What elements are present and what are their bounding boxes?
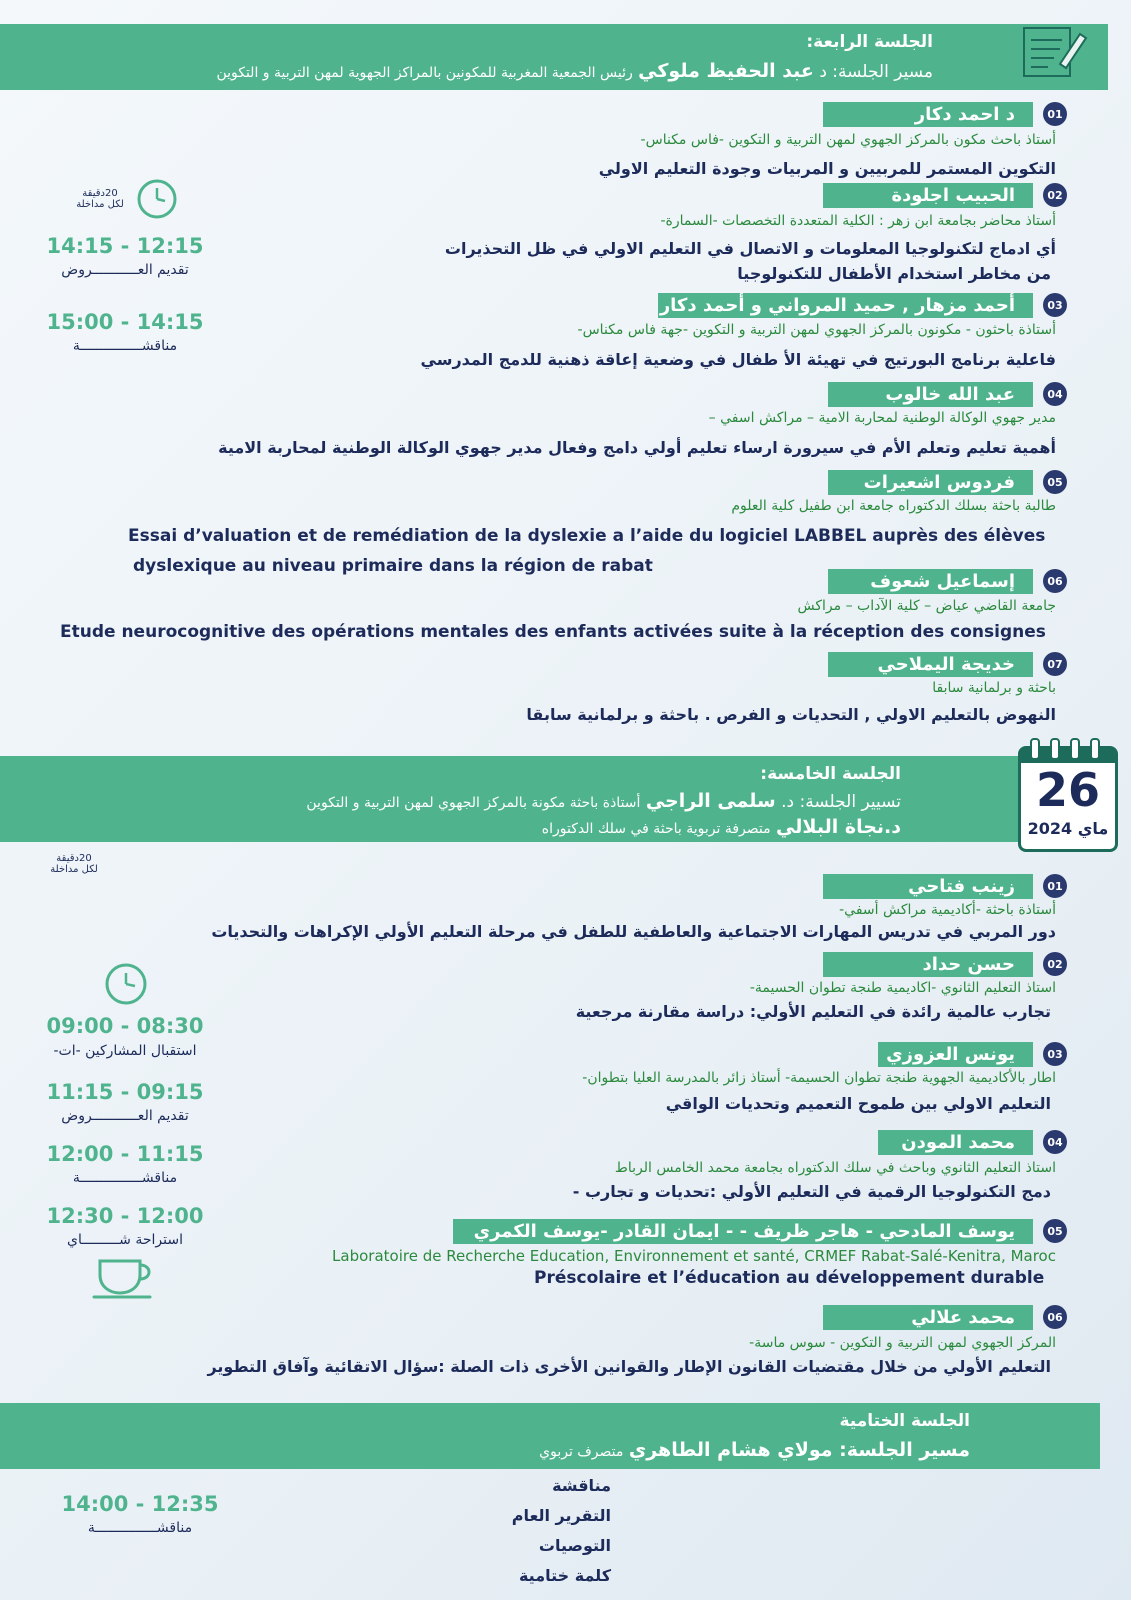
talk-title: Etude neurocognitive des opérations mentales des enfants activées suite à la réception des consignes [60, 622, 1046, 642]
speaker-affiliation: المركز الجهوي لمهن التربية و التكوين - سوس ماسة- [749, 1335, 1056, 1351]
talk-title: التعليم الأولي من خلال مقتضيات القانون الإطار والقوانين الأخرى ذات الصلة :سؤال الاتقائية وآفاق التطوير [207, 1357, 1051, 1376]
duration-label: لكل مداخلة [76, 199, 124, 210]
teacup-icon [92, 1253, 162, 1303]
session5-chair1 [306, 790, 901, 812]
talk-number: 02 [1043, 952, 1067, 976]
talk-number: 06 [1043, 1305, 1067, 1329]
talk-title: فاعلية برنامج البورتيج في تهيئة الأ طفال في وضعية إعاقة ذهنية للدمج المدرسي [420, 350, 1056, 369]
schedule-label: استراحة شـــــــــاي [67, 1232, 183, 1248]
speaker-affiliation: مدير جهوي الوكالة الوطنية لمحاربة الامية – مراكش اسفي – [708, 410, 1056, 426]
speaker-affiliation: أستاذة باحثون - مكونون بالمركز الجهوي لمهن التربية و التكوين -جهة فاس مكناس- [577, 322, 1056, 338]
speaker-affiliation: استاذ التعليم الثانوي وباحث في سلك الدكتوراه بجامعة محمد الخامس الرباط [614, 1160, 1056, 1176]
speaker-name: زينب فتاحي [823, 874, 1033, 899]
talk-title: Préscolaire et l’éducation au développement durable [534, 1268, 1045, 1288]
talk-title: أهمية تعليم وتعلم الأم في سيرورة ارساء تعليم أولي دامج وفعال مدير جهوي الوكالة الوطنية لمحاربة الامية [218, 438, 1056, 457]
per-talk-duration [60, 188, 140, 210]
talk-number: 06 [1043, 569, 1067, 593]
closing-chair [539, 1439, 970, 1461]
speaker-affiliation: اطار بالأكاديمية الجهوية طنجة تطوان الحسيمة- أستاذ زائر بالمدرسة العليا بتطوان- [582, 1070, 1056, 1086]
speaker-name: أحمد مزهار , حميد المرواني و أحمد دكار [658, 293, 1033, 318]
per-talk-duration [34, 853, 114, 875]
schedule-time: 12:30 - 12:00 [46, 1204, 204, 1228]
speaker-name: يوسف المادحي - هاجر ظريف - - ايمان القادر -يوسف الكمري [453, 1219, 1033, 1244]
session4-title: الجلسة الرابعة: [806, 32, 933, 52]
speaker-affiliation: جامعة القاضي عياض – كلية الآداب – مراكش [797, 598, 1056, 614]
chair-label: مسير الجلسة: د [819, 62, 933, 82]
schedule-label: مناقشـــــــــــــــة [72, 338, 178, 354]
schedule-time: 09:00 - 08:30 [46, 1014, 204, 1038]
talk-title: التكوين المستمر للمربيين و المربيات وجودة التعليم الاولي [598, 159, 1056, 178]
speaker-name: خديجة اليملاحي [828, 652, 1033, 677]
clock-icon [136, 178, 178, 220]
talk-number: 02 [1043, 183, 1067, 207]
speaker-affiliation: طالبة باحثة بسلك الدكتوراه جامعة ابن طفيل كلية العلوم [731, 498, 1056, 514]
document-pen-icon [1020, 24, 1090, 82]
speaker-name: محمد المودن [878, 1130, 1033, 1155]
schedule-label: مناقشـــــــــــــــة [72, 1170, 178, 1186]
talk-title: النهوض بالتعليم الاولي , التحديات و الفرص . باحثة و برلمانية سابقا [526, 705, 1056, 724]
speaker-name: عبد الله خالوب [828, 382, 1033, 407]
talk-title: dyslexique au niveau primaire dans la région de rabat [133, 556, 653, 576]
duration-label: لكل مداخلة [50, 864, 98, 875]
speaker-affiliation: باحثة و برلمانية سابقا [932, 680, 1056, 696]
chair-role: رئيس الجمعية المغربية للمكونين بالمراكز الجهوية لمهن التربية و التكوين [216, 65, 633, 81]
session5-title: الجلسة الخامسة: [760, 764, 901, 784]
calendar-ring [1030, 738, 1040, 760]
closing-item: كلمة ختامية [518, 1566, 611, 1585]
session4-chair [216, 60, 933, 82]
talk-number: 05 [1043, 1219, 1067, 1243]
schedule-label: تقديم العـــــــــــروض [61, 1108, 189, 1124]
schedule-time: 15:00 - 14:15 [46, 310, 204, 334]
chair2-name: د.نجاة البلالي [776, 816, 901, 838]
speaker-affiliation: استاذ التعليم الثانوي -اكاديمية طنجة تطوان الحسيمة- [749, 980, 1056, 996]
speaker-name: فردوس اشعيرات [828, 470, 1033, 495]
speaker-name: يونس العزوزي [878, 1042, 1033, 1067]
speaker-name: الحبيب اجلودة [823, 183, 1033, 208]
calendar-ring [1070, 738, 1080, 760]
talk-number: 04 [1043, 1130, 1067, 1154]
speaker-affiliation: أستاذ باحث مكون بالمركز الجهوي لمهن التربية و التكوين -فاس مكناس- [640, 132, 1056, 148]
chair-label: مسير الجلسة: مولاي هشام الطاهري [628, 1439, 970, 1461]
talk-title: دمج التكنولوجيا الرقمية في التعليم الأولي :تحديات و تجارب - [572, 1182, 1051, 1201]
speaker-affiliation: أستاذة باحثة -أكاديمية مراكش أسفي- [839, 902, 1056, 918]
talk-title: تجارب عالمية رائدة في التعليم الأولي: دراسة مقارنة مرجعية [575, 1002, 1051, 1021]
schedule-label: استقبال المشاركين -ات- [53, 1043, 197, 1059]
closing-item: التوصيات [538, 1536, 611, 1555]
schedule-time: 14:00 - 12:35 [61, 1492, 219, 1516]
talk-title: أي ادماج لتكنولوجيا المعلومات و الاتصال في التعليم الاولي في ظل التحذيرات [444, 239, 1056, 258]
calendar-month-year: ماي 2024 [1027, 819, 1109, 838]
chair2-role: متصرفة تربوية باحثة في سلك الدكتوراه [541, 821, 771, 837]
speaker-name: محمد علالي [823, 1305, 1033, 1330]
schedule-label: تقديم العـــــــــــروض [61, 262, 189, 278]
chair-role: متصرف تربوي [539, 1444, 624, 1460]
schedule-time: 11:15 - 09:15 [46, 1080, 204, 1104]
speaker-name: د احمد دكار [823, 102, 1033, 127]
session4-header [0, 24, 1108, 90]
chair1-role: أستاذة باحثة مكونة بالمركز الجهوي لمهن التربية و التكوين [306, 795, 641, 811]
duration-value: 20دقيقة [56, 853, 92, 864]
closing-header [0, 1403, 1100, 1469]
calendar-day: 26 [1035, 763, 1100, 817]
closing-item: مناقشة [552, 1476, 611, 1495]
duration-value: 20دقيقة [82, 188, 118, 199]
speaker-name: إسماعيل شعوف [828, 569, 1033, 594]
talk-number: 03 [1043, 1042, 1067, 1066]
closing-title: الجلسة الختامية [839, 1411, 970, 1431]
clock-icon [104, 962, 148, 1006]
talk-title: التعليم الاولي بين طموح التعميم وتحديات الواقي [665, 1094, 1051, 1113]
chair1-name: سلمى الراجي [645, 790, 776, 812]
speaker-name: حسن حداد [823, 952, 1033, 977]
calendar-ring [1090, 738, 1100, 760]
talk-number: 01 [1043, 102, 1067, 126]
talk-title: من مخاطر استخدام الأطفال للتكنولوجيا [737, 264, 1051, 283]
schedule-label: مناقشـــــــــــــــة [87, 1520, 193, 1536]
chair-label: تسيير الجلسة: د. [781, 792, 901, 812]
schedule-time: 14:15 - 12:15 [46, 234, 204, 258]
talk-number: 01 [1043, 874, 1067, 898]
session5-chair2 [542, 816, 901, 838]
talk-title: Essai d’valuation et de remédiation de la dyslexie a l’aide du logiciel LABBEL auprès des élèves [128, 526, 1046, 546]
talk-number: 07 [1043, 652, 1067, 676]
schedule-time: 12:00 - 11:15 [46, 1142, 204, 1166]
speaker-affiliation: أستاذ محاضر بجامعة ابن زهر : الكلية المتعددة التخصصات -السمارة- [660, 213, 1056, 229]
talk-title: دور المربي في تدريس المهارات الاجتماعية والعاطفية للطفل في مرحلة التعليم الأولي الإكراهات والتحديات [211, 922, 1056, 941]
calendar-icon [1018, 746, 1118, 852]
talk-number: 03 [1043, 293, 1067, 317]
session5-header [0, 756, 1076, 842]
chair-name: عبد الحفيظ ملوكي [638, 60, 814, 82]
calendar-ring [1050, 738, 1060, 760]
talk-number: 04 [1043, 382, 1067, 406]
speaker-affiliation: Laboratoire de Recherche Education, Environnement et santé, CRMEF Rabat-Salé-Kenitra, Maroc [332, 1247, 1056, 1265]
closing-item: التقرير العام [511, 1506, 611, 1525]
talk-number: 05 [1043, 470, 1067, 494]
